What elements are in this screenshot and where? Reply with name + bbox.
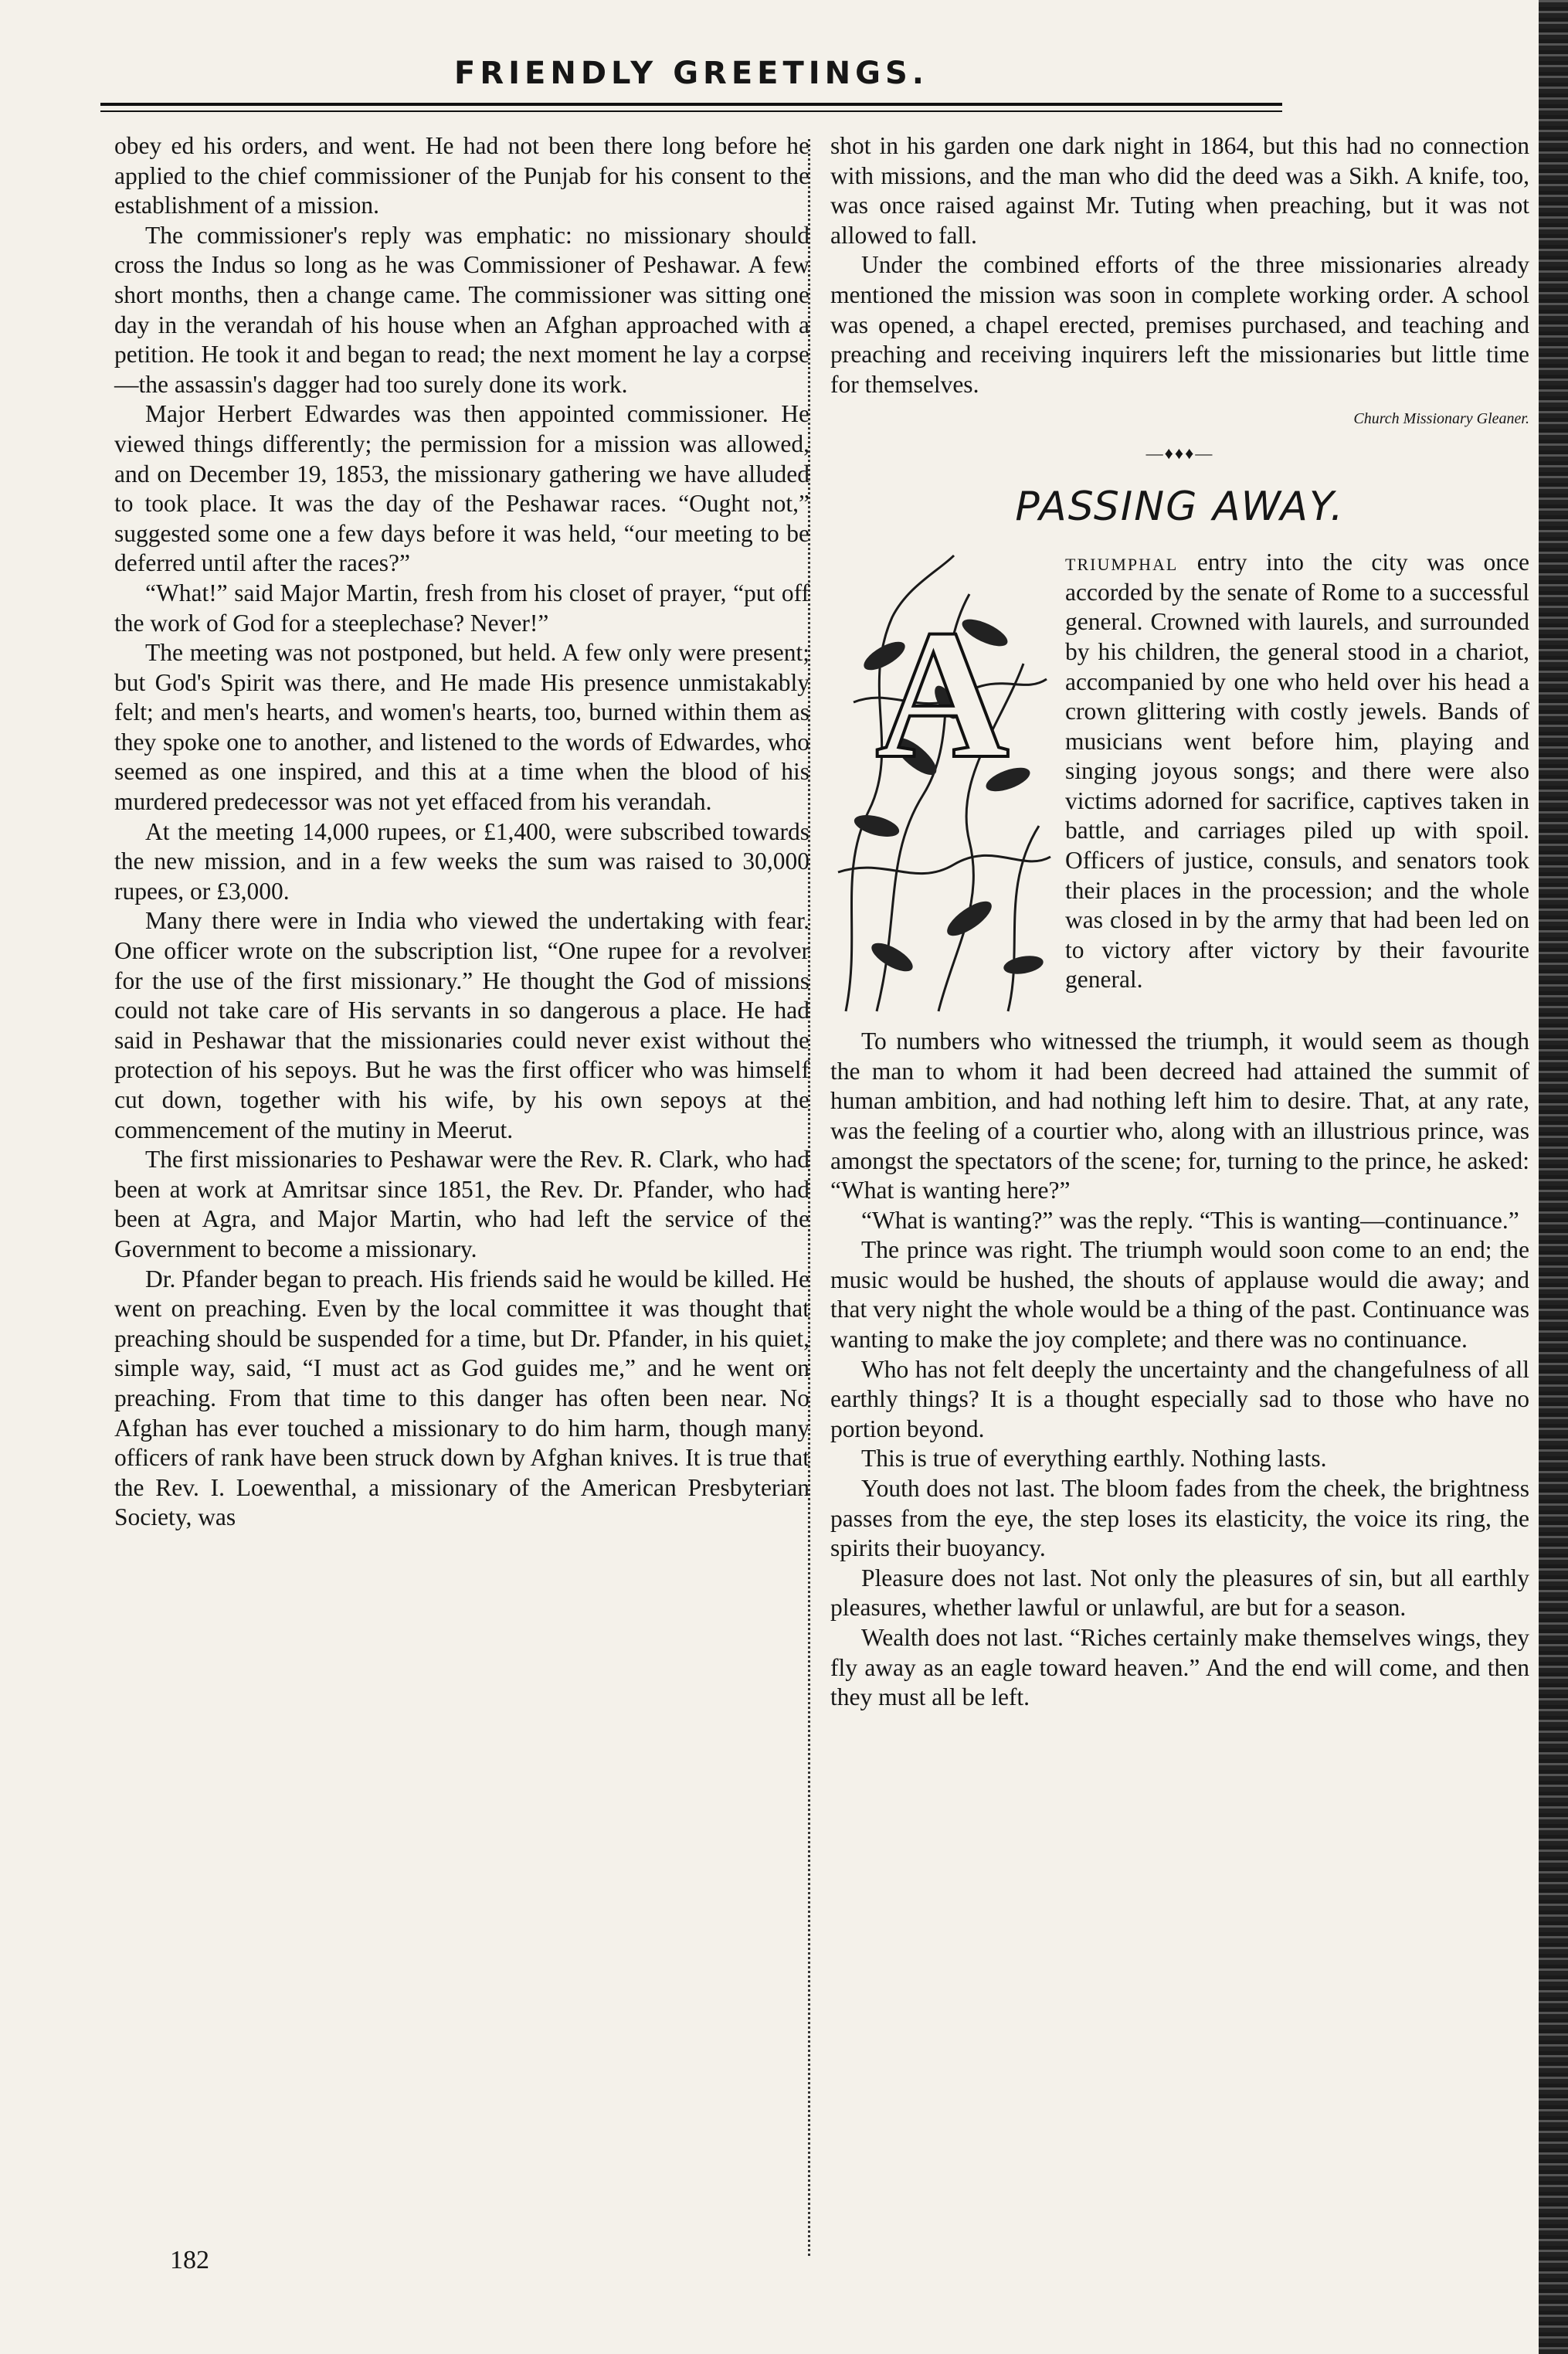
paragraph: Wealth does not last. “Riches certainly make themselves wings, they fly away as an eagle toward heaven.” And the end will come, and then they must all be left. bbox=[830, 1624, 1529, 1711]
ornament-divider: —♦♦♦— bbox=[1145, 443, 1214, 463]
paragraph: This is true of everything earthly. Nothing lasts. bbox=[861, 1445, 1327, 1473]
left-column bbox=[114, 131, 809, 1533]
paragraph: The commissioner's reply was emphatic: no missionary should cross the Indus so long as he was Commissioner of Peshawar. A few short months, then a change came. The commissioner was sitting one day in the verandah of his house when an Afghan approached with a petition. He took it and began to read; the next moment he lay a corpse—the assassin's dagger had too surely done its work. bbox=[114, 221, 809, 398]
article-heading: PASSING AWAY. bbox=[1015, 483, 1345, 530]
paragraph: At the meeting 14,000 rupees, or £1,400, were subscribed towards the new mission, and in a few weeks the sum was raised to 30,000 rupees, or £3,000. bbox=[114, 817, 809, 905]
source-credit: Church Missionary Gleaner. bbox=[1353, 410, 1529, 428]
paragraph: Pleasure does not last. Not only the pleasures of sin, but all earthly pleasures, whether lawful or unlawful, are but for a season. bbox=[830, 1564, 1529, 1622]
dropcap-letter: A bbox=[875, 591, 1010, 797]
masthead-title: FRIENDLY GREETINGS. bbox=[454, 56, 928, 91]
masthead-rule bbox=[100, 103, 1282, 106]
paragraph: The first missionaries to Peshawar were the Rev. R. Clark, who had been at work at Amritsar since 1851, the Rev. Dr. Pfander, who had been at Agra, and Major Martin, who had left the service of the Government to become a missionary. bbox=[114, 1146, 809, 1262]
paragraph: “What is wanting?” was the reply. “This is wanting—continuance.” bbox=[861, 1206, 1519, 1234]
masthead-rule-thin bbox=[100, 110, 1282, 112]
dropcap-illustration bbox=[830, 548, 1054, 1021]
foliage-letter-icon bbox=[830, 548, 1054, 1021]
page-number: 182 bbox=[170, 2246, 209, 2274]
paragraph: To numbers who witnessed the triumph, it would seem as though the man to whom it had been decreed had attained the summit of human ambition, and had nothing left him to desire. That, at any rate, was the feeling of a courtier who, along with an illustrious prince, was amongst the spectators of the scene; for, turning to the prince, he asked: “What is wanting here?” bbox=[830, 1028, 1529, 1204]
right-column bbox=[830, 131, 1529, 1713]
paragraph: Many there were in India who viewed the undertaking with fear. One officer wrote on the subscription list, “One rupee for a revolver for the use of the first missionary.” He thought the God of missions could not take care of His servants in so dangerous a place. He had said in Peshawar that the missionaries could never exist without the protection of his sepoys. But he was the first officer who was himself cut down, together with his wife, by his own sepoys at the commencement of the mutiny in Meerut. bbox=[114, 907, 809, 1143]
paragraph: Dr. Pfander began to preach. His friends said he would be killed. He went on preaching. Even by the local committee it was thought that preaching should be suspended for a time, but Dr. Pfander, in his quiet, simple way, said, “I must act as God guides me,” and he went on preaching. From that time to this danger has often been near. No Afghan has ever touched a missionary to do him harm, though many officers of rank have been struck down by Afghan knives. It is true that the Rev. I. Loewenthal, a missionary of the American Presbyterian Society, was bbox=[114, 1265, 809, 1531]
paragraph: “What!” said Major Martin, fresh from his closet of prayer, “put off the work of God for a steeplechase? Never!” bbox=[114, 579, 809, 637]
paragraph: Under the combined efforts of the three missionaries already mentioned the mission was soon in complete working order. A school was opened, a chapel erected, premises purchased, and teaching and preaching and receiving inquirers left the missionaries but little time for themselves. bbox=[830, 251, 1529, 398]
lead-word: triumphal bbox=[1065, 549, 1179, 576]
paragraph: The meeting was not postponed, but held. A few only were present; but God's Spirit was there, and He made His presence unmistakably felt; and men's hearts, and women's hearts, too, burned within them as they spoke one to another, and listened to the words of Edwardes, who seemed as one inspired, and this at a time when the blood of his murdered predecessor was not yet effaced from his verandah. bbox=[114, 639, 809, 816]
column-divider bbox=[808, 139, 810, 2256]
lead-text: entry into the city was once accorded by the senate of Rome to a successful general. Crowned with laurels, and surrounded by his children, the general stood in a chariot, accompanied by one who held over his head a crown glittering with costly jewels. Bands of musicians went before him, playing and singing joyous songs; and there were also victims adorned for sacrifice, captives taken in battle, and carriages piled up with spoil. Officers of justice, consuls, and senators took their places in the procession; and the whole was closed in by the army that had been led on to victory after victory by their favourite general. bbox=[1065, 549, 1529, 994]
paragraph: The prince was right. The triumph would soon come to an end; the music would be hushed, the shouts of applause would die away; and that very night the whole would be a thing of the past. Continuance was wanting to make the joy complete; and there was no continuance. bbox=[830, 1236, 1529, 1354]
binding-edge bbox=[1539, 0, 1568, 2354]
paragraph: obey ed his orders, and went. He had not been there long before he applied to the chief commissioner of the Punjab for his consent to the establishment of a mission. bbox=[114, 132, 809, 219]
paragraph: Youth does not last. The bloom fades from the cheek, the brightness passes from the eye, the step loses its elasticity, the voice its ring, the spirits their buoyancy. bbox=[830, 1475, 1529, 1562]
paragraph: Major Herbert Edwardes was then appointed commissioner. He viewed things differently; the permission for a mission was allowed, and on December 19, 1853, the missionary gathering we have alluded to took place. It was the day of the Peshawar races. “Ought not,” suggested some one a few days before it was held, “our meeting to be deferred until after the races?” bbox=[114, 400, 809, 577]
paragraph: shot in his garden one dark night in 1864, but this had no connection with missions, and the man who did the deed was a Sikh. A knife, too, was once raised against Mr. Tuting when preaching, but it was not allowed to fall. bbox=[830, 132, 1529, 249]
paragraph: Who has not felt deeply the uncertainty and the changefulness of all earthly things? It is a thought especially sad to those who have no portion beyond. bbox=[830, 1355, 1529, 1442]
